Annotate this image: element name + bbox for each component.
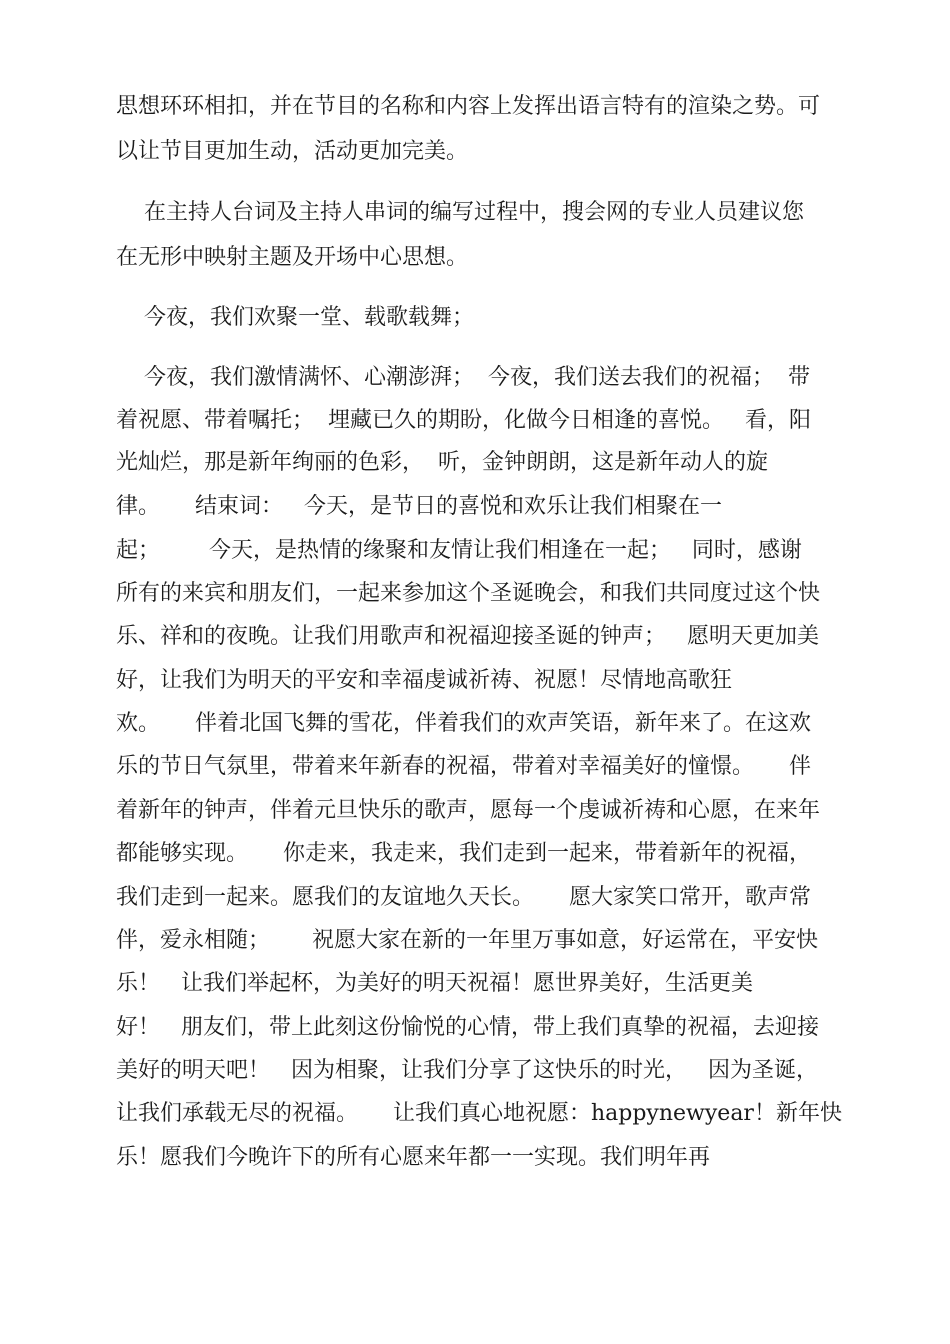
text-line: 着新年的钟声，伴着元旦快乐的歌声，愿每一个虔诚祈祷和心愿，在来年 <box>116 798 821 823</box>
text-line: 所有的来宾和朋友们，一起来参加这个圣诞晚会，和我们共同度过这个快 <box>116 581 821 606</box>
text-line: 乐的节日气氛里，带着来年新春的祝福，带着对幸福美好的憧憬。 伴 <box>116 754 811 779</box>
text-line: 乐！愿我们今晚许下的所有心愿来年都一一实现。我们明年再 <box>116 1145 711 1170</box>
text-line: 我们走到一起来。愿我们的友谊地久天长。 愿大家笑口常开，歌声常 <box>116 885 811 910</box>
text-line: 好！ 朋友们，带上此刻这份愉悦的心情，带上我们真挚的祝福，去迎接 <box>116 1015 819 1040</box>
text-line: 起； 今天，是热情的缘聚和友情让我们相逢在一起； 同时，感谢 <box>116 538 802 563</box>
text-line: 美好的明天吧！ 因为相聚，让我们分享了这快乐的时光， 因为圣诞， <box>116 1058 818 1083</box>
text-line: 着祝愿、带着嘱托； 埋藏已久的期盼，化做今日相逢的喜悦。 看，阳 <box>116 408 811 433</box>
text-line: 光灿烂，那是新年绚丽的色彩， 听，金钟朗朗，这是新年动人的旋 <box>116 450 768 475</box>
text-line: 让我们承载无尽的祝福。 让我们真心地祝愿：happynewyear！新年快 <box>116 1101 842 1126</box>
text-line: 都能够实现。 你走来，我走来，我们走到一起来，带着新年的祝福， <box>116 841 811 866</box>
text-line: 欢。 伴着北国飞舞的雪花，伴着我们的欢声笑语，新年来了。在这欢 <box>116 711 811 736</box>
text-line: 以让节目更加生动，活动更加完美。 <box>116 139 469 164</box>
text-line: 律。 结束词： 今天，是节日的喜悦和欢乐让我们相聚在一 <box>116 494 722 519</box>
text-line: 乐！ 让我们举起杯，为美好的明天祝福！愿世界美好，生活更美 <box>116 971 753 996</box>
text-line: 好，让我们为明天的平安和幸福虔诚祈祷、祝愿！尽情地高歌狂 <box>116 668 733 693</box>
text-line: 在主持人台词及主持人串词的编写过程中，搜会网的专业人员建议您 <box>116 200 804 225</box>
text-line: 今夜，我们激情满怀、心潮澎湃； 今夜，我们送去我们的祝福； 带 <box>116 365 810 390</box>
text-line: 思想环环相扣，并在节目的名称和内容上发挥出语言特有的渲染之势。可 <box>116 94 821 119</box>
text-line: 在无形中映射主题及开场中心思想。 <box>116 245 469 270</box>
text-line: 乐、祥和的夜晚。让我们用歌声和祝福迎接圣诞的钟声； 愿明天更加美 <box>116 624 819 649</box>
text-line: 今夜，我们欢聚一堂、载歌载舞； <box>116 305 474 330</box>
text-line: 伴，爱永相随； 祝愿大家在新的一年里万事如意，好运常在，平安快 <box>116 928 818 953</box>
